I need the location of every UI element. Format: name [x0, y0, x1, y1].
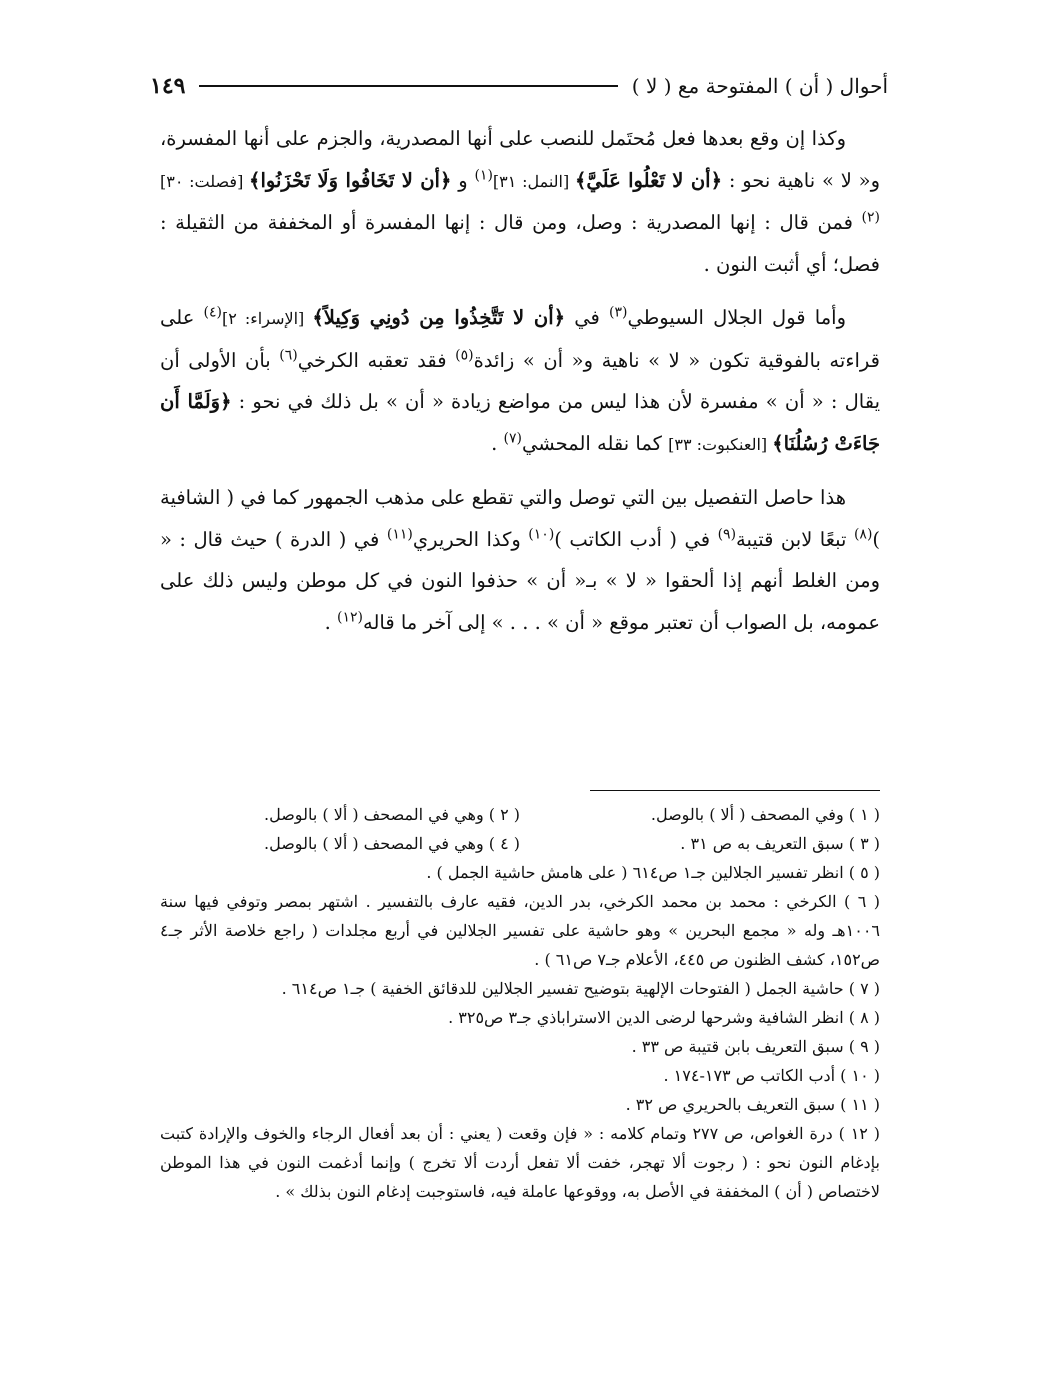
footnote-1: ( ١ ) وفي المصحف ( ألا ) بالوصل.: [650, 805, 880, 824]
main-text: [160, 118, 880, 643]
text-run: بأن الأولى أن يقال : « أن » مفسرة لأن هذا ليس من مواضع زيادة « أن » بل ذلك في نحو :: [160, 348, 881, 413]
footnote-marker: (٤): [203, 304, 222, 321]
quran-verse: ﴿أن لا تَعْلُوا عَلَيَّ﴾: [574, 168, 723, 192]
text-run: وكذا إن وقع بعدها فعل مُحتَمل للنصب على أنها المصدرية، والجزم على أنها المفسرة، و« لا » ناهية نحو :: [160, 127, 880, 192]
footnote-marker: (١٠): [528, 526, 555, 542]
footnote-marker: (٩): [717, 526, 737, 542]
text-run: تبعًا لابن قتيبة: [736, 527, 854, 551]
footnote-marker: (٨): [853, 526, 873, 542]
footnote-11: ( ١١ ) سبق التعريف بالحريري ص ٣٢ .: [625, 1095, 880, 1114]
text-run: في: [565, 306, 609, 329]
verse-reference: [النمل: ٣١]: [492, 171, 575, 191]
verse-reference: [الإسراء: ٢]: [221, 309, 313, 328]
text-run: و: [451, 168, 475, 192]
footnote-marker: (١): [474, 167, 493, 183]
text-run: .: [491, 431, 504, 455]
footnote-8: ( ٨ ) انظر الشافية وشرحها لرضى الدين الاستراباذي جـ٣ ص٣٢٥ .: [448, 1008, 880, 1027]
text-run: فمن قال : إنها المصدرية : وصل، ومن قال : إنها المفسرة أو المخففة من الثقيلة : فصل؛ أي أثبت النون .: [160, 211, 880, 276]
text-run: في ( أدب الكاتب ): [554, 527, 718, 551]
text-run: في ( الدرة ) حيث قال : « ومن الغلط أنهم إذا ألحقوا « لا » بـ« أن » حذفوا النون في كل موطن وليس ذلك على عمومه، بل الصواب أن تعتبر موقع « أن » . . . » إلى آخر ما قاله: [160, 527, 880, 634]
footnote-5: ( ٥ ) انظر تفسير الجلالين جـ١ ص٦١٤ ( على هامش حاشية الجمل ) .: [426, 863, 880, 882]
text-run: على قراءته بالفوقية تكون « لا » ناهية و« أن » زائدة: [160, 306, 880, 372]
footnote-6: ( ٦ ) الكرخي : محمد بن محمد الكرخي، بدر الدين، فقيه عارف بالتفسير . اشتهر بمصر وتوفي فيها سنة ١٠٠٦هـ وله « مجمع البحرين » وهو حاشية على تفسير الجلالين في أربع مجلدات ( راجع خلاصة الأثر جـ٤ ص١٥٢، كشف الظنون ص ٤٤٥، الأعلام جـ٧ ص٦١ ) .: [160, 892, 881, 969]
running-header: [150, 66, 888, 106]
footnote-4: ( ٤ ) وهي في المصحف ( ألا ) بالوصل.: [264, 834, 520, 853]
chapter-title: أحوال ( أن ) المفتوحة مع ( لا ): [631, 74, 888, 98]
footnote-marker: (٥): [455, 347, 474, 363]
verse-reference: [فصلت: ٣٠]: [160, 171, 250, 191]
footnotes: [160, 800, 880, 1206]
footnote-2: ( ٢ ) وهي في المصحف ( ألا ) بالوصل.: [264, 805, 520, 824]
footnote-marker: (٢): [861, 209, 880, 226]
footnote-9: ( ٩ ) سبق التعريف بابن قتيبة ص ٣٣ .: [631, 1037, 880, 1056]
text-run: .: [324, 610, 338, 634]
footnote-marker: (٣): [609, 304, 628, 321]
text-run: فقد تعقبه الكرخي: [297, 348, 456, 372]
paragraph-3: [160, 477, 880, 643]
footnote-12: ( ١٢ ) درة الغواص، ص ٢٧٧ وتمام كلامه : « فإن وقعت ( يعني : أن بعد أفعال الرجاء والخوف والإرادة كتبت بإدغام النون نحو : ( رجوت ألا تهجر، خفت ألا تفعل أردت ألا تخرج ) وإنما أدغمت النون في هذا الموطن لاختصاص ( أن ) المخففة في الأصل به، ووقوعها عاملة فيه، فاستوجبت إدغام النون بذلك » .: [160, 1124, 880, 1201]
footnote-10: ( ١٠ ) أدب الكاتب ص ١٧٣-١٧٤ .: [663, 1066, 880, 1085]
paragraph-2: [160, 297, 880, 465]
footnote-row: [160, 800, 880, 829]
footnote-7: ( ٧ ) حاشية الجمل ( الفتوحات الإلهية بتوضيح تفسير الجلالين للدقائق الخفية ) جـ١ ص٦١٤ .: [281, 979, 880, 998]
quran-verse: ﴿أن لا تَتَّخِذُوا مِن دُونِي وَكِيلاً﴾: [312, 306, 566, 329]
text-run: وكذا الحريري: [412, 527, 529, 551]
paragraph-1: [160, 118, 880, 285]
footnote-separator: [590, 790, 880, 791]
verse-reference: [العنكبوت: ٣٣]: [668, 434, 773, 454]
footnote-marker: (٧): [503, 430, 522, 446]
page-number: ١٤٩: [150, 73, 186, 99]
quran-verse: ﴿وَلَمَّا أَن جَاءَتْ رُسُلُنَا﴾: [160, 390, 880, 455]
text-run: وأما قول الجلال السيوطي: [627, 306, 846, 329]
footnote-row: [160, 829, 880, 858]
header-rule: [199, 85, 617, 87]
text-run: هذا حاصل التفصيل بين التي توصل والتي تقطع على مذهب الجمهور كما في ( الشافية ): [160, 486, 881, 551]
footnote-3: ( ٣ ) سبق التعريف به ص ٣١ .: [680, 834, 880, 853]
quran-verse: ﴿أن لا تَخَافُوا وَلَا تَحْزَنُوا﴾: [249, 168, 452, 192]
footnote-marker: (٦): [279, 347, 298, 363]
footnote-marker: (١١): [386, 526, 413, 542]
text-run: كما نقله المحشي: [521, 431, 669, 455]
footnote-marker: (١٢): [337, 609, 363, 625]
